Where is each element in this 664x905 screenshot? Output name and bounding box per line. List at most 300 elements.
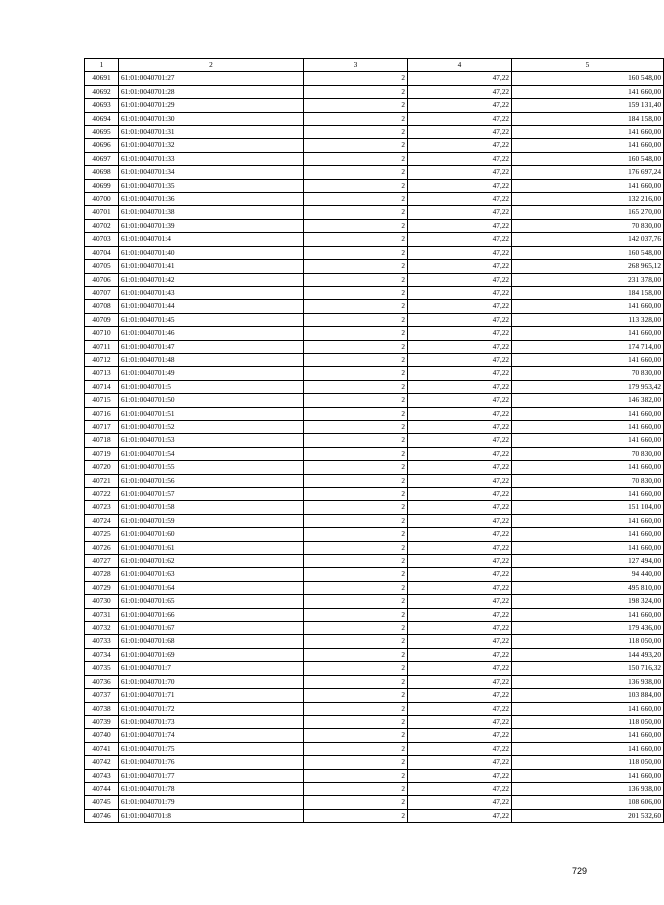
- table-cell-col4: 47,22: [408, 756, 512, 769]
- table-cell-col2: 61:01:0040701:58: [119, 501, 304, 514]
- table-row: [85, 246, 664, 259]
- table-cell-col1: 40710: [85, 327, 119, 340]
- table-row: [85, 72, 664, 85]
- table-cell-col3: 2: [304, 233, 408, 246]
- table-cell-col3: 2: [304, 809, 408, 822]
- table-cell-col1: 40703: [85, 233, 119, 246]
- column-header-5: 5: [512, 59, 664, 72]
- table-cell-col3: 2: [304, 434, 408, 447]
- table-cell-col2: 61:01:0040701:51: [119, 407, 304, 420]
- table-row: [85, 796, 664, 809]
- table-row: [85, 461, 664, 474]
- table-cell-col5: 103 884,00: [512, 689, 664, 702]
- table-cell-col1: 40695: [85, 126, 119, 139]
- table-row: [85, 367, 664, 380]
- table-cell-col2: 61:01:0040701:33: [119, 152, 304, 165]
- table-cell-col5: 160 548,00: [512, 152, 664, 165]
- table-cell-col1: 40702: [85, 219, 119, 232]
- table-cell-col5: 141 660,00: [512, 327, 664, 340]
- table-cell-col4: 47,22: [408, 139, 512, 152]
- table-cell-col4: 47,22: [408, 380, 512, 393]
- table-cell-col3: 2: [304, 112, 408, 125]
- table-cell-col3: 2: [304, 595, 408, 608]
- table-cell-col2: 61:01:0040701:67: [119, 622, 304, 635]
- table-cell-col5: 179 436,00: [512, 622, 664, 635]
- table-cell-col4: 47,22: [408, 72, 512, 85]
- table-cell-col5: 132 216,00: [512, 193, 664, 206]
- table-cell-col2: 61:01:0040701:75: [119, 742, 304, 755]
- table-row: [85, 85, 664, 98]
- table-cell-col2: 61:01:0040701:42: [119, 273, 304, 286]
- table-cell-col3: 2: [304, 313, 408, 326]
- table-cell-col5: 176 697,24: [512, 166, 664, 179]
- table-row: [85, 327, 664, 340]
- table-row: [85, 219, 664, 232]
- table-cell-col1: 40704: [85, 246, 119, 259]
- table-cell-col4: 47,22: [408, 689, 512, 702]
- table-cell-col4: 47,22: [408, 648, 512, 661]
- table-cell-col1: 40727: [85, 555, 119, 568]
- table-cell-col2: 61:01:0040701:76: [119, 756, 304, 769]
- table-cell-col4: 47,22: [408, 782, 512, 795]
- table-cell-col5: 141 660,00: [512, 729, 664, 742]
- table-cell-col3: 2: [304, 541, 408, 554]
- table-cell-col3: 2: [304, 380, 408, 393]
- table-cell-col3: 2: [304, 286, 408, 299]
- table-cell-col4: 47,22: [408, 300, 512, 313]
- table-row: [85, 447, 664, 460]
- table-row: [85, 300, 664, 313]
- table-cell-col3: 2: [304, 179, 408, 192]
- table-cell-col1: 40734: [85, 648, 119, 661]
- table-cell-col3: 2: [304, 166, 408, 179]
- table-cell-col3: 2: [304, 152, 408, 165]
- data-table: [84, 58, 664, 823]
- table-cell-col2: 61:01:0040701:66: [119, 608, 304, 621]
- table-cell-col5: 141 660,00: [512, 139, 664, 152]
- table-cell-col1: 40724: [85, 514, 119, 527]
- table-cell-col5: 159 131,40: [512, 99, 664, 112]
- table-cell-col5: 151 104,00: [512, 501, 664, 514]
- table-cell-col2: 61:01:0040701:35: [119, 179, 304, 192]
- table-cell-col5: 268 965,12: [512, 260, 664, 273]
- table-row: [85, 715, 664, 728]
- table-cell-col2: 61:01:0040701:8: [119, 809, 304, 822]
- table-cell-col2: 61:01:0040701:34: [119, 166, 304, 179]
- table-row: [85, 126, 664, 139]
- table-row: [85, 434, 664, 447]
- table-cell-col2: 61:01:0040701:5: [119, 380, 304, 393]
- table-cell-col1: 40736: [85, 675, 119, 688]
- table-cell-col1: 40723: [85, 501, 119, 514]
- table-cell-col4: 47,22: [408, 514, 512, 527]
- table-cell-col4: 47,22: [408, 622, 512, 635]
- table-row: [85, 394, 664, 407]
- table-cell-col5: 141 660,00: [512, 407, 664, 420]
- table-cell-col3: 2: [304, 782, 408, 795]
- table-cell-col4: 47,22: [408, 769, 512, 782]
- table-cell-col5: 160 548,00: [512, 72, 664, 85]
- column-header-1: 1: [85, 59, 119, 72]
- table-cell-col4: 47,22: [408, 99, 512, 112]
- table-cell-col2: 61:01:0040701:7: [119, 662, 304, 675]
- table-cell-col4: 47,22: [408, 528, 512, 541]
- table-row: [85, 675, 664, 688]
- table-row: [85, 809, 664, 822]
- table-cell-col5: 141 660,00: [512, 353, 664, 366]
- table-cell-col4: 47,22: [408, 286, 512, 299]
- table-cell-col4: 47,22: [408, 729, 512, 742]
- table-cell-col1: 40708: [85, 300, 119, 313]
- table-cell-col2: 61:01:0040701:63: [119, 568, 304, 581]
- table-cell-col1: 40713: [85, 367, 119, 380]
- table-cell-col5: 165 270,00: [512, 206, 664, 219]
- table-cell-col4: 47,22: [408, 541, 512, 554]
- table-cell-col5: 184 158,00: [512, 286, 664, 299]
- table-row: [85, 233, 664, 246]
- table-cell-col5: 70 830,00: [512, 447, 664, 460]
- table-cell-col1: 40691: [85, 72, 119, 85]
- table-cell-col1: 40719: [85, 447, 119, 460]
- table-cell-col4: 47,22: [408, 340, 512, 353]
- table-cell-col5: 141 660,00: [512, 420, 664, 433]
- table-cell-col3: 2: [304, 407, 408, 420]
- table-cell-col4: 47,22: [408, 206, 512, 219]
- table-cell-col5: 70 830,00: [512, 219, 664, 232]
- table-row: [85, 729, 664, 742]
- table-cell-col5: 141 660,00: [512, 85, 664, 98]
- table-cell-col2: 61:01:0040701:41: [119, 260, 304, 273]
- table-row: [85, 689, 664, 702]
- table-cell-col2: 61:01:0040701:61: [119, 541, 304, 554]
- table-cell-col4: 47,22: [408, 313, 512, 326]
- table-cell-col5: 94 440,00: [512, 568, 664, 581]
- table-cell-col5: 136 938,00: [512, 782, 664, 795]
- table-cell-col3: 2: [304, 327, 408, 340]
- table-cell-col1: 40739: [85, 715, 119, 728]
- table-cell-col1: 40745: [85, 796, 119, 809]
- table-row: [85, 555, 664, 568]
- table-cell-col2: 61:01:0040701:27: [119, 72, 304, 85]
- table-cell-col3: 2: [304, 796, 408, 809]
- table-cell-col1: 40717: [85, 420, 119, 433]
- table-cell-col1: 40706: [85, 273, 119, 286]
- table-cell-col4: 47,22: [408, 501, 512, 514]
- table-cell-col5: 201 532,60: [512, 809, 664, 822]
- table-cell-col3: 2: [304, 608, 408, 621]
- table-cell-col3: 2: [304, 756, 408, 769]
- table-cell-col5: 160 548,00: [512, 246, 664, 259]
- table-cell-col3: 2: [304, 193, 408, 206]
- table-row: [85, 420, 664, 433]
- table-cell-col3: 2: [304, 340, 408, 353]
- table-cell-col5: 184 158,00: [512, 112, 664, 125]
- table-cell-col3: 2: [304, 729, 408, 742]
- table-cell-col1: 40720: [85, 461, 119, 474]
- table-cell-col2: 61:01:0040701:4: [119, 233, 304, 246]
- table-row: [85, 662, 664, 675]
- table-cell-col3: 2: [304, 622, 408, 635]
- table-cell-col3: 2: [304, 139, 408, 152]
- table-cell-col3: 2: [304, 206, 408, 219]
- table-cell-col2: 61:01:0040701:55: [119, 461, 304, 474]
- table-cell-col4: 47,22: [408, 85, 512, 98]
- table-cell-col3: 2: [304, 675, 408, 688]
- table-cell-col4: 47,22: [408, 555, 512, 568]
- table-cell-col2: 61:01:0040701:46: [119, 327, 304, 340]
- table-cell-col3: 2: [304, 99, 408, 112]
- table-cell-col4: 47,22: [408, 166, 512, 179]
- table-cell-col2: 61:01:0040701:74: [119, 729, 304, 742]
- table-row: [85, 260, 664, 273]
- table-cell-col5: 141 660,00: [512, 528, 664, 541]
- table-cell-col2: 61:01:0040701:77: [119, 769, 304, 782]
- table-cell-col4: 47,22: [408, 407, 512, 420]
- table-cell-col3: 2: [304, 246, 408, 259]
- table-cell-col2: 61:01:0040701:56: [119, 474, 304, 487]
- table-cell-col2: 61:01:0040701:72: [119, 702, 304, 715]
- table-cell-col2: 61:01:0040701:79: [119, 796, 304, 809]
- table-cell-col3: 2: [304, 273, 408, 286]
- table-cell-col2: 61:01:0040701:47: [119, 340, 304, 353]
- page-number: 729: [571, 866, 587, 876]
- table-cell-col1: 40743: [85, 769, 119, 782]
- table-cell-col1: 40700: [85, 193, 119, 206]
- table-cell-col3: 2: [304, 742, 408, 755]
- table-cell-col5: 142 037,76: [512, 233, 664, 246]
- table-cell-col1: 40746: [85, 809, 119, 822]
- table-cell-col5: 118 050,00: [512, 635, 664, 648]
- table-cell-col4: 47,22: [408, 353, 512, 366]
- table-row: [85, 514, 664, 527]
- table-cell-col5: 141 660,00: [512, 541, 664, 554]
- table-cell-col3: 2: [304, 219, 408, 232]
- table-cell-col4: 47,22: [408, 246, 512, 259]
- table-header-row: [85, 59, 664, 72]
- table-cell-col3: 2: [304, 702, 408, 715]
- table-cell-col4: 47,22: [408, 581, 512, 594]
- table-cell-col1: 40732: [85, 622, 119, 635]
- table-cell-col3: 2: [304, 447, 408, 460]
- table-cell-col4: 47,22: [408, 152, 512, 165]
- table-cell-col1: 40697: [85, 152, 119, 165]
- table-cell-col3: 2: [304, 568, 408, 581]
- table-cell-col1: 40728: [85, 568, 119, 581]
- table-cell-col3: 2: [304, 394, 408, 407]
- table-cell-col4: 47,22: [408, 796, 512, 809]
- table-cell-col1: 40737: [85, 689, 119, 702]
- table-cell-col5: 118 050,00: [512, 756, 664, 769]
- table-cell-col4: 47,22: [408, 474, 512, 487]
- table-cell-col4: 47,22: [408, 635, 512, 648]
- table-cell-col3: 2: [304, 689, 408, 702]
- table-cell-col2: 61:01:0040701:78: [119, 782, 304, 795]
- table-cell-col4: 47,22: [408, 434, 512, 447]
- table-cell-col5: 70 830,00: [512, 474, 664, 487]
- table-cell-col2: 61:01:0040701:49: [119, 367, 304, 380]
- table-cell-col2: 61:01:0040701:32: [119, 139, 304, 152]
- table-cell-col1: 40731: [85, 608, 119, 621]
- table-row: [85, 353, 664, 366]
- table-cell-col1: 40711: [85, 340, 119, 353]
- table-row: [85, 286, 664, 299]
- table-cell-col2: 61:01:0040701:69: [119, 648, 304, 661]
- table-cell-col1: 40707: [85, 286, 119, 299]
- table-row: [85, 139, 664, 152]
- table-cell-col4: 47,22: [408, 273, 512, 286]
- table-cell-col1: 40718: [85, 434, 119, 447]
- table-row: [85, 581, 664, 594]
- table-cell-col5: 141 660,00: [512, 608, 664, 621]
- table-cell-col5: 118 050,00: [512, 715, 664, 728]
- table-cell-col4: 47,22: [408, 809, 512, 822]
- table-row: [85, 648, 664, 661]
- table-cell-col4: 47,22: [408, 742, 512, 755]
- table-cell-col4: 47,22: [408, 568, 512, 581]
- table-cell-col2: 61:01:0040701:54: [119, 447, 304, 460]
- table-row: [85, 313, 664, 326]
- table-cell-col3: 2: [304, 85, 408, 98]
- table-cell-col3: 2: [304, 367, 408, 380]
- table-cell-col2: 61:01:0040701:62: [119, 555, 304, 568]
- table-row: [85, 622, 664, 635]
- table-row: [85, 488, 664, 501]
- table-cell-col3: 2: [304, 648, 408, 661]
- table-cell-col2: 61:01:0040701:71: [119, 689, 304, 702]
- table-row: [85, 568, 664, 581]
- table-cell-col4: 47,22: [408, 112, 512, 125]
- table-cell-col5: 179 953,42: [512, 380, 664, 393]
- table-cell-col3: 2: [304, 581, 408, 594]
- table-cell-col2: 61:01:0040701:53: [119, 434, 304, 447]
- table-row: [85, 206, 664, 219]
- table-cell-col2: 61:01:0040701:36: [119, 193, 304, 206]
- table-cell-col3: 2: [304, 635, 408, 648]
- table-row: [85, 769, 664, 782]
- table-row: [85, 99, 664, 112]
- table-cell-col1: 40726: [85, 541, 119, 554]
- table-cell-col5: 141 660,00: [512, 488, 664, 501]
- table-cell-col3: 2: [304, 461, 408, 474]
- table-row: [85, 273, 664, 286]
- table-row: [85, 635, 664, 648]
- table-cell-col1: 40714: [85, 380, 119, 393]
- table-cell-col5: 108 606,00: [512, 796, 664, 809]
- table-cell-col1: 40699: [85, 179, 119, 192]
- table-cell-col4: 47,22: [408, 193, 512, 206]
- table-cell-col1: 40716: [85, 407, 119, 420]
- table-cell-col1: 40721: [85, 474, 119, 487]
- table-cell-col2: 61:01:0040701:30: [119, 112, 304, 125]
- table-cell-col1: 40705: [85, 260, 119, 273]
- table-row: [85, 782, 664, 795]
- table-row: [85, 112, 664, 125]
- table-cell-col4: 47,22: [408, 219, 512, 232]
- table-cell-col2: 61:01:0040701:52: [119, 420, 304, 433]
- table-cell-col2: 61:01:0040701:44: [119, 300, 304, 313]
- table-cell-col1: 40735: [85, 662, 119, 675]
- table-cell-col4: 47,22: [408, 327, 512, 340]
- table-cell-col1: 40712: [85, 353, 119, 366]
- table-row: [85, 474, 664, 487]
- table-row: [85, 340, 664, 353]
- table-cell-col5: 144 493,20: [512, 648, 664, 661]
- table-cell-col4: 47,22: [408, 260, 512, 273]
- table-cell-col2: 61:01:0040701:70: [119, 675, 304, 688]
- table-cell-col3: 2: [304, 488, 408, 501]
- document-table-container: [84, 58, 661, 823]
- table-cell-col3: 2: [304, 260, 408, 273]
- table-cell-col1: 40696: [85, 139, 119, 152]
- table-cell-col5: 146 382,00: [512, 394, 664, 407]
- table-cell-col1: 40698: [85, 166, 119, 179]
- table-cell-col1: 40694: [85, 112, 119, 125]
- table-cell-col1: 40744: [85, 782, 119, 795]
- table-cell-col4: 47,22: [408, 367, 512, 380]
- table-cell-col5: 141 660,00: [512, 514, 664, 527]
- table-cell-col1: 40740: [85, 729, 119, 742]
- table-cell-col2: 61:01:0040701:45: [119, 313, 304, 326]
- table-cell-col2: 61:01:0040701:64: [119, 581, 304, 594]
- table-row: [85, 742, 664, 755]
- table-cell-col4: 47,22: [408, 447, 512, 460]
- table-cell-col2: 61:01:0040701:73: [119, 715, 304, 728]
- table-cell-col5: 141 660,00: [512, 702, 664, 715]
- table-cell-col3: 2: [304, 528, 408, 541]
- table-cell-col1: 40729: [85, 581, 119, 594]
- column-header-3: 3: [304, 59, 408, 72]
- table-row: [85, 501, 664, 514]
- table-cell-col1: 40738: [85, 702, 119, 715]
- column-header-4: 4: [408, 59, 512, 72]
- table-cell-col5: 231 378,00: [512, 273, 664, 286]
- table-cell-col4: 47,22: [408, 461, 512, 474]
- table-cell-col2: 61:01:0040701:59: [119, 514, 304, 527]
- table-row: [85, 756, 664, 769]
- table-cell-col2: 61:01:0040701:60: [119, 528, 304, 541]
- table-cell-col2: 61:01:0040701:68: [119, 635, 304, 648]
- table-cell-col3: 2: [304, 514, 408, 527]
- table-cell-col4: 47,22: [408, 675, 512, 688]
- table-cell-col2: 61:01:0040701:31: [119, 126, 304, 139]
- table-cell-col5: 141 660,00: [512, 742, 664, 755]
- table-cell-col2: 61:01:0040701:40: [119, 246, 304, 259]
- table-cell-col5: 141 660,00: [512, 179, 664, 192]
- table-cell-col5: 127 494,00: [512, 555, 664, 568]
- table-cell-col4: 47,22: [408, 702, 512, 715]
- column-header-2: 2: [119, 59, 304, 72]
- table-cell-col4: 47,22: [408, 595, 512, 608]
- table-row: [85, 380, 664, 393]
- table-cell-col1: 40692: [85, 85, 119, 98]
- table-cell-col3: 2: [304, 555, 408, 568]
- table-cell-col5: 141 660,00: [512, 461, 664, 474]
- table-cell-col3: 2: [304, 353, 408, 366]
- table-row: [85, 608, 664, 621]
- table-row: [85, 541, 664, 554]
- table-cell-col2: 61:01:0040701:48: [119, 353, 304, 366]
- table-cell-col3: 2: [304, 420, 408, 433]
- table-cell-col4: 47,22: [408, 608, 512, 621]
- table-cell-col4: 47,22: [408, 715, 512, 728]
- table-cell-col2: 61:01:0040701:50: [119, 394, 304, 407]
- table-row: [85, 179, 664, 192]
- table-cell-col3: 2: [304, 715, 408, 728]
- table-cell-col2: 61:01:0040701:65: [119, 595, 304, 608]
- table-cell-col3: 2: [304, 300, 408, 313]
- table-cell-col1: 40715: [85, 394, 119, 407]
- table-cell-col1: 40693: [85, 99, 119, 112]
